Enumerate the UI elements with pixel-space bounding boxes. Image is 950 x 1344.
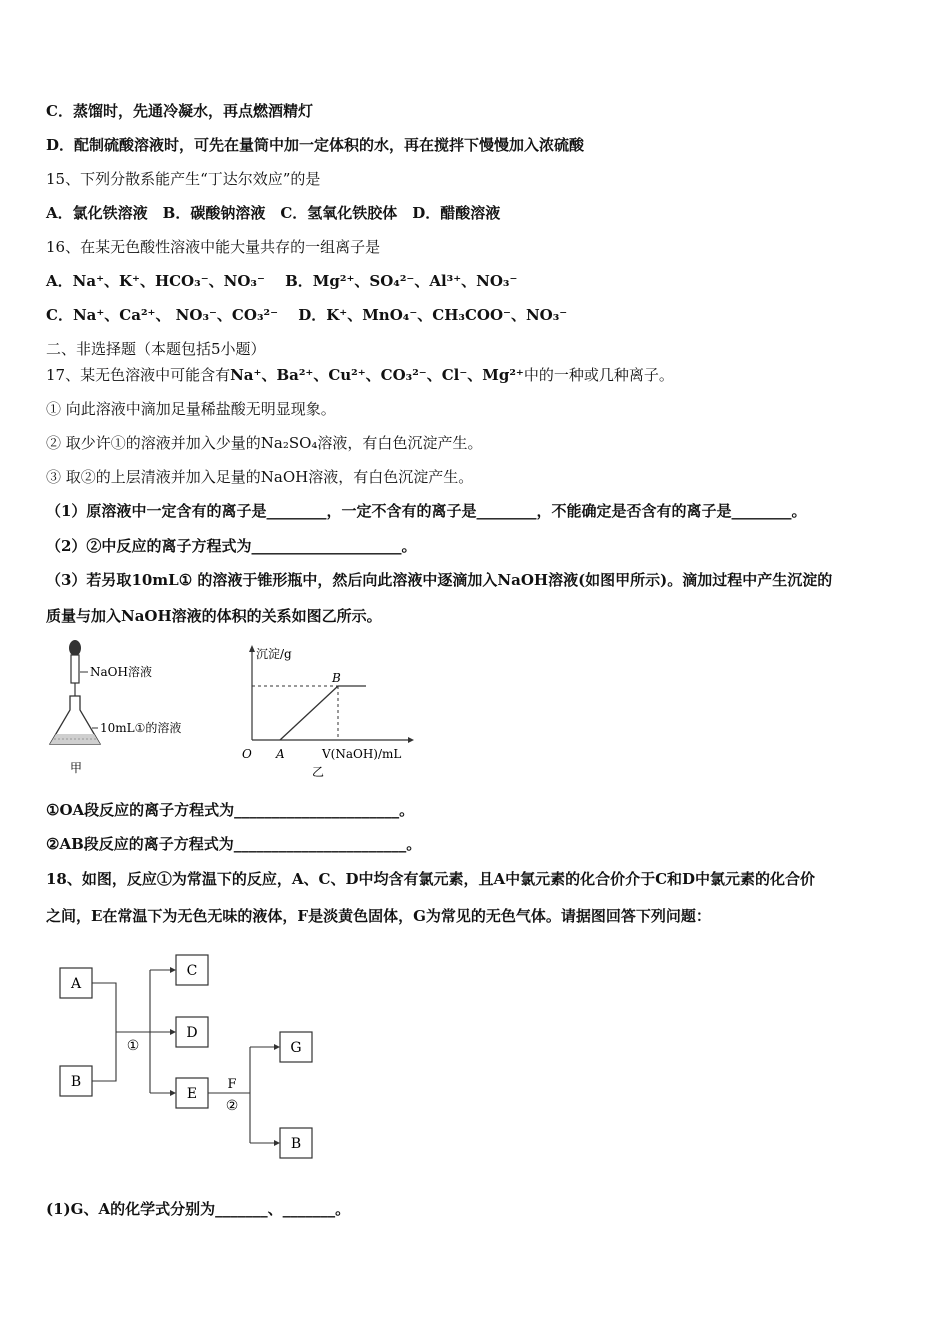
- q17-step-1: ① 向此溶液中滴加足量稀盐酸无明显现象。: [46, 400, 336, 418]
- q16-c-ions: Na⁺、Ca²⁺、 NO₃⁻、CO₃²⁻: [72, 306, 278, 324]
- reagent-f-label: F: [227, 1077, 237, 1092]
- q16-d-label: D．: [298, 306, 327, 324]
- q17-part-3-line1: （3）若另取10mL① 的溶液于锥形瓶中，然后向此溶液中逐滴加入NaOH溶液(如图甲所示)。滴加过程中产生沉淀的: [46, 571, 833, 589]
- jia-reagent-label: NaOH溶液: [90, 665, 152, 679]
- reaction-diagram: [50, 950, 350, 1170]
- q18-stem-line2: 之间，E在常温下为无色无味的液体，F是淡黄色固体，G为常见的无色气体。请据图回答下列问题：: [46, 907, 711, 925]
- figure-yi: [236, 640, 416, 780]
- q17-stem: [46, 365, 674, 385]
- box-g-label: G: [290, 1040, 302, 1056]
- q17-part-2: （2）②中反应的离子方程式为____________________。: [46, 537, 417, 555]
- box-d-label: D: [186, 1025, 198, 1041]
- yi-point-a: A: [276, 747, 285, 761]
- q16-a-ions: Na⁺、K⁺、HCO₃⁻、NO₃⁻: [72, 272, 265, 290]
- box-e-label: E: [186, 1086, 198, 1102]
- q17-part-1: （1）原溶液中一定含有的离子是________，一定不含有的离子是________，不能确定是否含有的离子是________。: [46, 502, 807, 520]
- q16-options-ab: [46, 271, 517, 291]
- dropper-icon: [69, 640, 81, 696]
- box-c-label: C: [186, 963, 198, 979]
- figure-jia: [40, 636, 200, 776]
- reaction-1-label: ①: [126, 1038, 140, 1054]
- yi-point-b: B: [332, 671, 341, 685]
- box-b-label: B: [70, 1074, 82, 1090]
- q16-b-label: B．: [285, 272, 313, 290]
- yi-caption: 乙: [312, 765, 325, 779]
- q16-a-label: A．: [46, 272, 73, 290]
- yi-origin: O: [242, 747, 252, 761]
- q17-ab: ②AB段反应的离子方程式为_______________________。: [46, 835, 422, 853]
- q17-stem-ions: Na⁺、Ba²⁺、Cu²⁺、CO₃²⁻、Cl⁻、Mg²⁺: [230, 366, 524, 384]
- flask-icon: [50, 696, 100, 744]
- q15-stem: 15、下列分散系能产生“丁达尔效应”的是: [46, 170, 321, 188]
- q17-oa: ①OA段反应的离子方程式为______________________。: [46, 801, 415, 819]
- q16-b-ions: Mg²⁺、SO₄²⁻、Al³⁺、NO₃⁻: [312, 272, 518, 290]
- jia-flask-label: 10mL①的溶液: [100, 721, 182, 735]
- yi-rising-line: [280, 686, 338, 740]
- q17-step-2: ② 取少许①的溶液并加入少量的Na₂SO₄溶液，有白色沉淀产生。: [46, 434, 483, 452]
- jia-caption: 甲: [70, 761, 83, 775]
- yi-x-label: V(NaOH)/mL: [322, 747, 402, 761]
- q16-stem: 16、在某无色酸性溶液中能大量共存的一组离子是: [46, 238, 381, 256]
- q17-stem-b: 中的一种或几种离子。: [523, 366, 674, 384]
- q16-c-label: C．: [46, 306, 73, 324]
- box-b2-label: B: [290, 1136, 302, 1152]
- q16-options-cd: [46, 305, 567, 325]
- q17-part-3-line2: 质量与加入NaOH溶液的体积的关系如图乙所示。: [46, 607, 382, 625]
- q18-part-1: (1)G、A的化学式分别为_______、_______。: [46, 1200, 351, 1218]
- q15-options: A．氯化铁溶液 B．碳酸钠溶液 C．氢氧化铁胶体 D．醋酸溶液: [46, 204, 501, 222]
- q14-option-d: D．配制硫酸溶液时，可先在量筒中加一定体积的水，再在搅拌下慢慢加入浓硫酸: [46, 136, 585, 154]
- reaction-2-label: ②: [225, 1098, 239, 1114]
- q18-stem-line1: 18、如图，反应①为常温下的反应，A、C、D中均含有氯元素，且A中氯元素的化合价介于C和D中氯元素的化合价: [46, 870, 816, 888]
- q16-d-ions: K⁺、MnO₄⁻、CH₃COO⁻、NO₃⁻: [326, 306, 568, 324]
- q17-stem-a: 17、某无色溶液中可能含有: [46, 366, 231, 384]
- q17-step-3: ③ 取②的上层清液并加入足量的NaOH溶液，有白色沉淀产生。: [46, 468, 474, 486]
- yi-y-label: 沉淀/g: [256, 647, 292, 661]
- section-heading: 二、非选择题（本题包括5小题）: [46, 340, 266, 358]
- q14-option-c: C．蒸馏时，先通冷凝水，再点燃酒精灯: [46, 102, 313, 120]
- box-a-label: A: [70, 976, 82, 992]
